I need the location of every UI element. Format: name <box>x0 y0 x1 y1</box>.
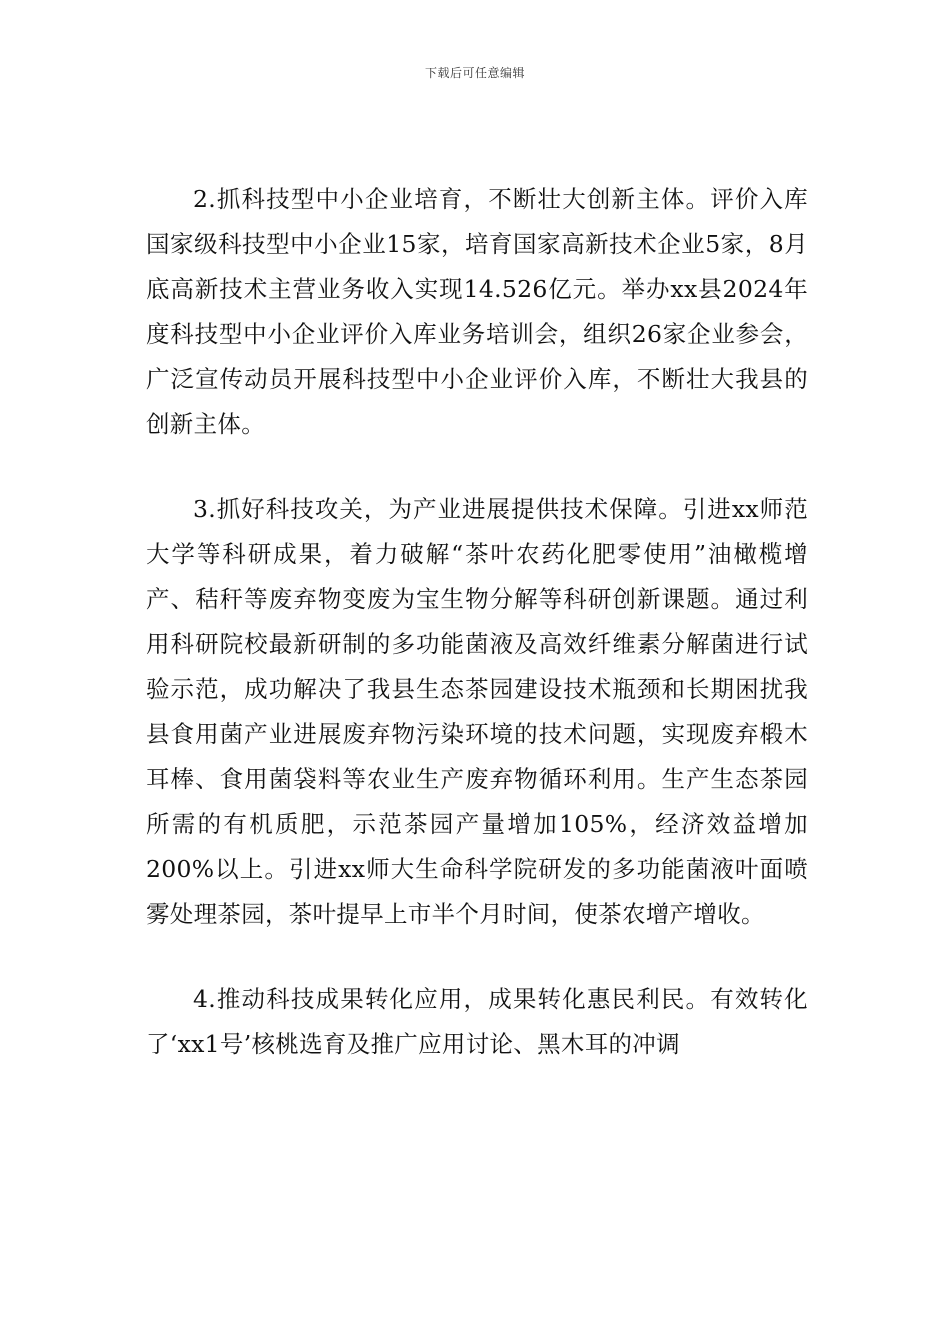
paragraph-2: 2.抓科技型中小企业培育，不断壮大创新主体。评价入库国家级科技型中小企业15家，培育国家高新技术企业5家，8月底高新技术主营业务收入实现14.526亿元。举办xx县2024年度科技型中小企业评价入库业务培训会，组织26家企业参会，广泛宣传动员开展科技型中小企业评价入库，不断壮大我县的创新主体。 <box>146 185 808 438</box>
paragraph-3: 3.抓好科技攻关，为产业进展提供技术保障。引进xx师范大学等科研成果，着力破解“茶叶农药化肥零使用”油橄榄增产、秸秆等废弃物变废为宝生物分解等科研创新课题。通过利用科研院校最新研制的多功能菌液及高效纤维素分解菌进行试验示范，成功解决了我县生态茶园建设技术瓶颈和长期困扰我县食用菌产业进展废弃物污染环境的技术问题，实现废弃椴木耳棒、食用菌袋料等农业生产废弃物循环利用。生产生态茶园所需的有机质肥，示范茶园产量增加105%，经济效益增加200%以上。引进xx师大生命科学院研发的多功能菌液叶面喷雾处理茶园，茶叶提早上市半个月时间，使茶农增产增收。 <box>146 495 808 928</box>
page-header-note: 下载后可任意编辑 <box>424 66 525 80</box>
paragraph-4: 4.推动科技成果转化应用，成果转化惠民利民。有效转化了‘xx1号’核桃选育及推广应用讨论、黑木耳的冲调 <box>146 985 808 1058</box>
document-body <box>146 177 808 1107</box>
